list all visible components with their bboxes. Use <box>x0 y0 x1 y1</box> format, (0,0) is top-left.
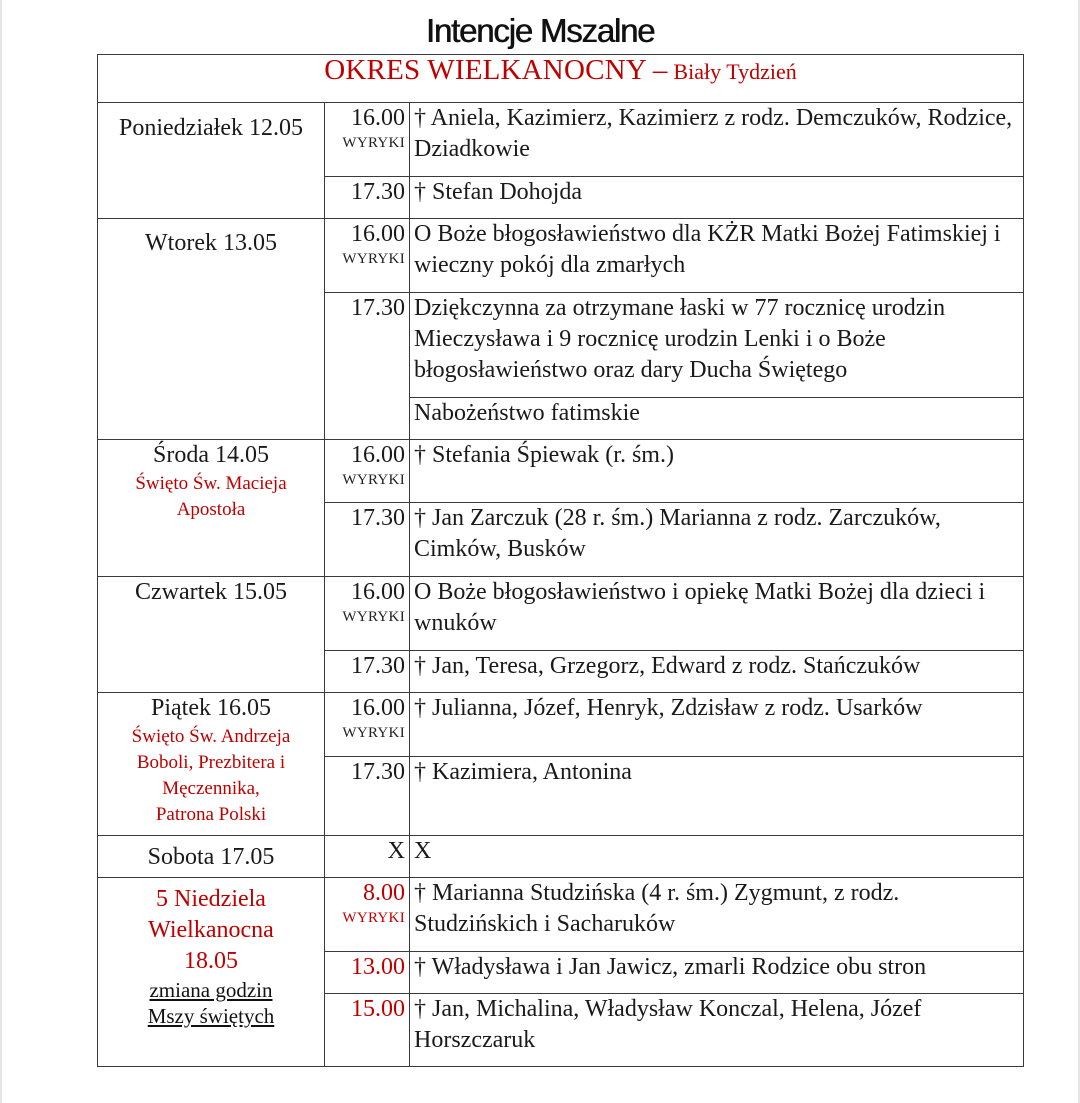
time-cell <box>325 219 410 293</box>
intention-cell: † Stefan Dohojda <box>410 177 1024 219</box>
day-date: 18.05 <box>184 948 238 974</box>
time-cell <box>325 757 410 836</box>
season-header <box>98 55 1024 103</box>
week-title: Biały Tydzień <box>673 59 797 84</box>
time-cell <box>325 836 410 878</box>
mass-time: 16.00 <box>351 221 405 247</box>
day-label: 5 Niedziela <box>156 886 266 912</box>
mass-time: 17.30 <box>351 505 405 531</box>
table-row <box>98 219 1024 293</box>
time-cell <box>325 693 410 757</box>
day-label: Wielkanocna <box>148 917 274 943</box>
intention-cell: † Julianna, Józef, Henryk, Zdzisław z rodz. Usarków <box>410 693 1024 757</box>
day-label: Piątek 16.05 <box>151 695 271 721</box>
day-cell-wednesday <box>98 440 325 577</box>
intention-cell: X <box>410 836 1024 878</box>
season-title: OKRES WIELKANOCNY <box>324 54 647 86</box>
intention-cell: O Boże błogosławieństwo i opiekę Matki Bożej dla dzieci i wnuków <box>410 577 1024 651</box>
time-cell <box>325 293 410 440</box>
intention-cell: † Władysława i Jan Jawicz, zmarli Rodzice obu stron <box>410 952 1024 994</box>
time-cell <box>325 440 410 503</box>
table-row <box>98 836 1024 878</box>
intention-cell: † Jan, Michalina, Władysław Konczal, Helena, Józef Horszczaruk <box>410 994 1024 1067</box>
day-cell-friday <box>98 693 325 836</box>
time-cell <box>325 994 410 1067</box>
table-row <box>98 577 1024 651</box>
mass-place: WYRYKI <box>342 251 405 267</box>
feast-line: Patrona Polski <box>155 804 267 825</box>
intention-cell: † Jan, Teresa, Grzegorz, Edward z rodz. Stańczuków <box>410 651 1024 693</box>
intention-cell: † Stefania Śpiewak (r. śm.) <box>410 440 1024 503</box>
mass-time: 17.30 <box>351 295 405 321</box>
day-label: Czwartek 15.05 <box>135 579 287 605</box>
day-cell-saturday <box>98 836 325 878</box>
mass-time: 17.30 <box>351 653 405 679</box>
table-row <box>98 878 1024 952</box>
header-row <box>98 55 1024 103</box>
mass-time: 16.00 <box>351 442 405 468</box>
day-label: Wtorek 13.05 <box>145 230 277 256</box>
day-cell-monday <box>98 103 325 219</box>
intention-cell: † Marianna Studzińska (4 r. śm.) Zygmunt, z rodz. Studzińskich i Sacharuków <box>410 878 1024 952</box>
time-cell <box>325 103 410 177</box>
intention-cell: Nabożeństwo fatimskie <box>410 398 1024 440</box>
intention-cell: Dziękczynna za otrzymane łaski w 77 rocznicę urodzin Mieczysława i 9 rocznicę urodzin Lenki i o Boże błogosławieństwo oraz dary Ducha Świętego <box>410 293 1024 398</box>
mass-time: 16.00 <box>351 579 405 605</box>
mass-place: WYRYKI <box>342 609 405 625</box>
page-title: Intencje Mszalne <box>425 12 655 49</box>
time-cell <box>325 952 410 994</box>
day-label: Poniedziałek 12.05 <box>119 115 303 141</box>
mass-time: 17.30 <box>351 179 405 205</box>
feast-line: Boboli, Prezbitera i <box>136 752 286 773</box>
day-label: Sobota 17.05 <box>147 844 275 870</box>
mass-time: X <box>387 838 405 864</box>
table-row <box>98 440 1024 503</box>
intention-cell: O Boże błogosławieństwo dla KŻR Matki Bożej Fatimskiej i wieczny pokój dla zmarłych <box>410 219 1024 293</box>
time-cell <box>325 651 410 693</box>
schedule-change-note: Mszy świętych <box>147 1004 275 1028</box>
mass-place: WYRYKI <box>342 910 405 926</box>
mass-time: 15.00 <box>351 996 405 1022</box>
mass-intentions-table <box>97 54 1024 1067</box>
time-cell <box>325 577 410 651</box>
season-dash: – <box>652 54 668 86</box>
mass-place: WYRYKI <box>342 135 405 151</box>
mass-place: WYRYKI <box>342 725 405 741</box>
intention-cell: † Jan Zarczuk (28 r. śm.) Marianna z rodz. Zarczuków, Cimków, Busków <box>410 503 1024 577</box>
feast-line: Święto Św. Andrzeja <box>131 726 291 747</box>
mass-time: 13.00 <box>351 954 405 980</box>
day-cell-tuesday <box>98 219 325 440</box>
schedule-change-note: zmiana godzin <box>149 978 273 1002</box>
day-label: Środa 14.05 <box>153 442 269 468</box>
time-cell <box>325 177 410 219</box>
mass-time: 17.30 <box>351 759 405 785</box>
intention-cell: † Aniela, Kazimierz, Kazimierz z rodz. Demczuków, Rodzice, Dziadkowie <box>410 103 1024 177</box>
feast-line: Męczennika, <box>162 778 260 799</box>
mass-place: WYRYKI <box>342 472 405 488</box>
table-row <box>98 103 1024 177</box>
day-cell-thursday <box>98 577 325 693</box>
feast-label: Święto Św. Macieja Apostoła <box>135 473 287 520</box>
intention-cell: † Kazimiera, Antonina <box>410 757 1024 836</box>
mass-time: 16.00 <box>351 105 405 131</box>
time-cell <box>325 878 410 952</box>
mass-time: 16.00 <box>351 695 405 721</box>
table-row <box>98 693 1024 757</box>
time-cell <box>325 503 410 577</box>
mass-time: 8.00 <box>363 880 405 906</box>
left-edge-divider <box>0 0 2 1103</box>
day-cell-sunday <box>98 878 325 1067</box>
